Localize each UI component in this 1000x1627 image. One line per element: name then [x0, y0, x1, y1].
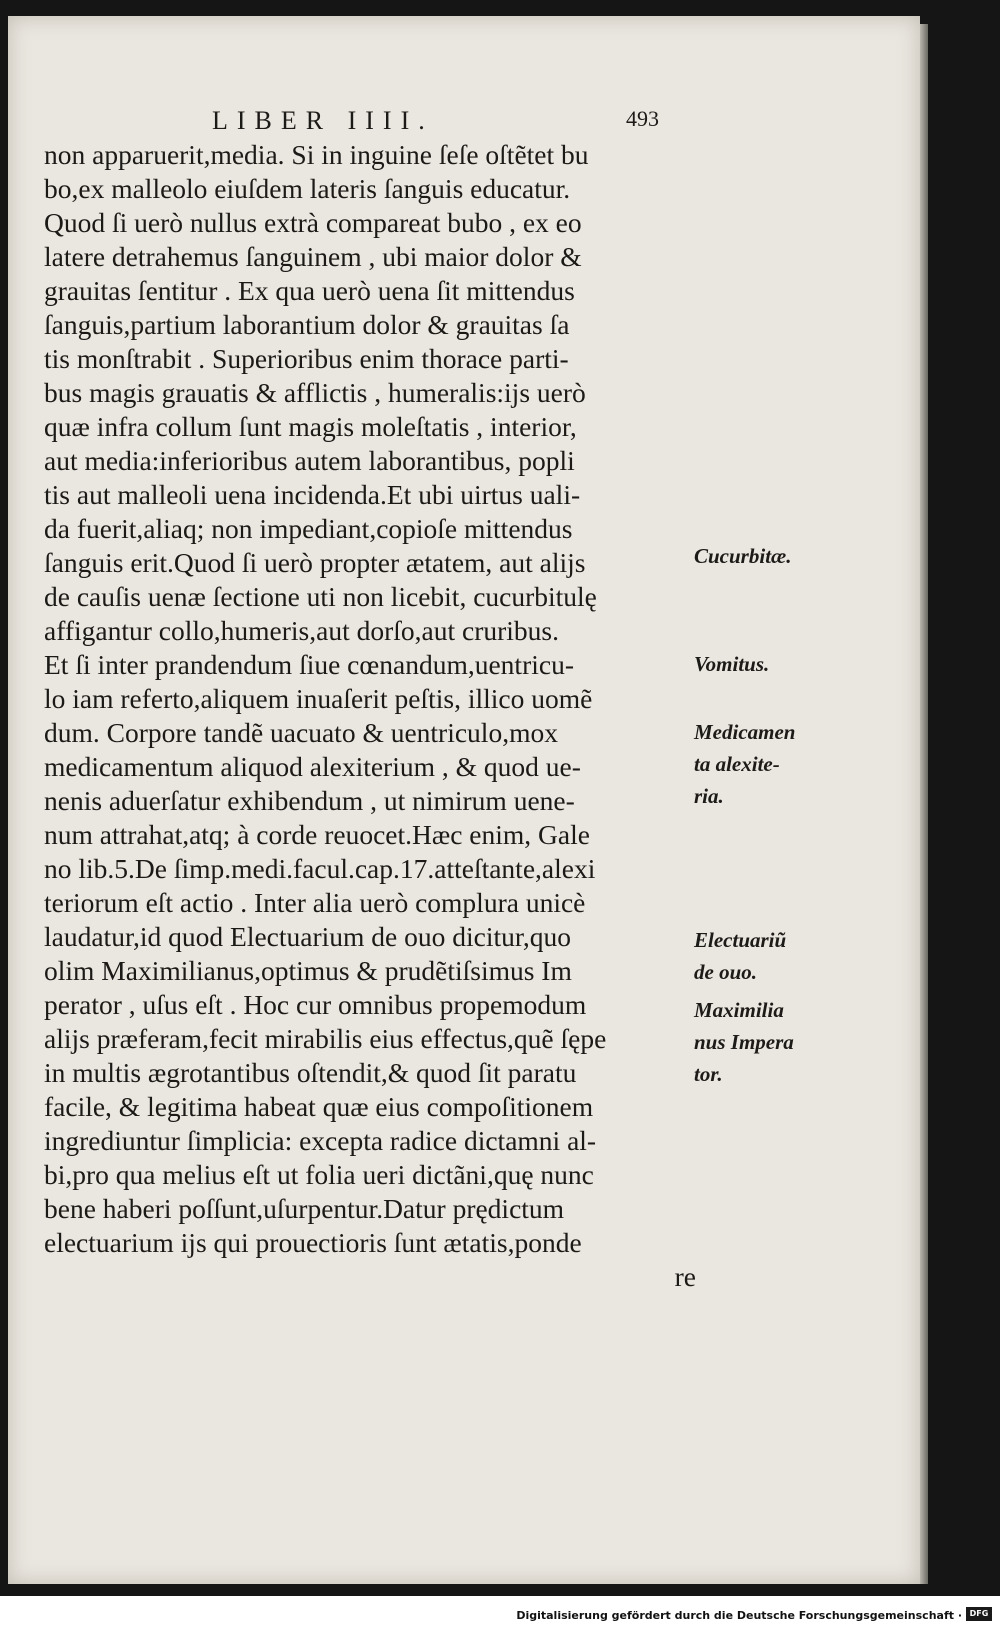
running-title: LIBER IIII. [212, 106, 434, 135]
margin-note-line: tor. [694, 1062, 723, 1086]
digitization-credit: Digitalisierung gefördert durch die Deutsche Forschungsgemeinschaft · [516, 1609, 962, 1622]
dfg-logo-icon: DFG [966, 1607, 992, 1621]
text-line: electuarium ijs qui prouectioris ſunt ætatis,ponde [44, 1227, 582, 1258]
page-edge [920, 24, 928, 1584]
text-line: Quod ſi uerò nullus extrà compareat bubo , ex eo [44, 207, 582, 238]
margin-note-medicamenta [694, 716, 834, 812]
text-line: lo iam referto,aliquem inuaſerit peſtis, illico uomẽ [44, 683, 593, 714]
margin-note-line: ria. [694, 784, 724, 808]
text-line: bi,pro qua melius eſt ut folia ueri dictãni,quę nunc [44, 1159, 594, 1190]
text-line: ſanguis erit.Quod ſi uerò propter ætatem, aut alijs [44, 547, 586, 578]
text-line: aut media:inferioribus autem laborantibus, popli [44, 445, 575, 476]
main-text-block [44, 138, 704, 1294]
text-line: ingrediuntur ſimplicia: excepta radice dictamni al- [44, 1125, 597, 1156]
margin-note-line: Maximilia [694, 998, 784, 1022]
margin-note-electuarium [694, 924, 834, 988]
margin-note-line: Medicamen [694, 720, 796, 744]
margin-note-line: Electuariũ [694, 928, 787, 952]
text-line: medicamentum aliquod alexiterium , & quod ue- [44, 751, 581, 782]
text-line: laudatur,id quod Electuarium de ouo dicitur,quo [44, 921, 572, 952]
text-line: perator , uſus eſt . Hoc cur omnibus propemodum [44, 989, 587, 1020]
margin-note-line: Cucurbitæ. [694, 544, 792, 568]
text-line: facile, & legitima habeat quæ eius compoſitionem [44, 1091, 594, 1122]
text-line: bus magis grauatis & afflictis , humeralis:ijs uerò [44, 377, 586, 408]
text-line: da fuerit,aliaq; non impediant,copioſe mittendus [44, 513, 573, 544]
text-line: affigantur collo,humeris,aut dorſo,aut cruribus. [44, 615, 559, 646]
text-line: num attrahat,atq; à corde reuocet.Hæc enim, Gale [44, 819, 590, 850]
page-number: 493 [626, 106, 659, 131]
margin-note-maximilianus [694, 994, 834, 1090]
text-line: alijs præferam,fecit mirabilis eius effectus,quẽ ſępe [44, 1023, 607, 1054]
text-line: Et ſi inter prandendum ſiue cœnandum,uentricu- [44, 649, 574, 680]
margin-note-line: de ouo. [694, 960, 757, 984]
text-line: de cauſis uenæ ſectione uti non licebit, cucurbitulę [44, 581, 597, 612]
text-line: in multis ægrotantibus oſtendit,& quod ſit paratu [44, 1057, 577, 1088]
text-line: latere detrahemus ſanguinem , ubi maior dolor & [44, 241, 582, 272]
text-line: teriorum eſt actio . Inter alia uerò complura unicè [44, 887, 586, 918]
catchword: re [674, 1261, 696, 1292]
text-line: tis monſtrabit . Superioribus enim thorace parti- [44, 343, 569, 374]
text-line: no lib.5.De ſimp.medi.facul.cap.17.atteſtante,alexi [44, 853, 596, 884]
margin-note-vomitus [694, 648, 834, 680]
text-line: non apparuerit,media. Si in inguine ſeſe oſtẽtet bu [44, 139, 589, 170]
margin-note-line: Vomitus. [694, 652, 770, 676]
margin-note-cucurbitae [694, 540, 834, 572]
text-line: grauitas ſentitur . Ex qua uerò uena ſit mittendus [44, 275, 575, 306]
text-line: olim Maximilianus,optimus & prudẽtiſsimus Im [44, 955, 572, 986]
text-line: quæ infra collum ſunt magis moleſtatis , interior, [44, 411, 577, 442]
text-line: nenis aduerſatur exhibendum , ut nimirum uene- [44, 785, 575, 816]
text-line: ſanguis,partium laborantium dolor & grauitas ſa [44, 309, 570, 340]
text-line: tis aut malleoli uena incidenda.Et ubi uirtus uali- [44, 479, 581, 510]
text-line: bo,ex malleolo eiuſdem lateris ſanguis educatur. [44, 173, 571, 204]
margin-note-line: ta alexite- [694, 752, 780, 776]
text-line: dum. Corpore tandẽ uacuato & uentriculo,mox [44, 717, 558, 748]
text-line: bene haberi poſſunt,uſurpentur.Datur prędictum [44, 1193, 565, 1224]
margin-note-line: nus Impera [694, 1030, 794, 1054]
